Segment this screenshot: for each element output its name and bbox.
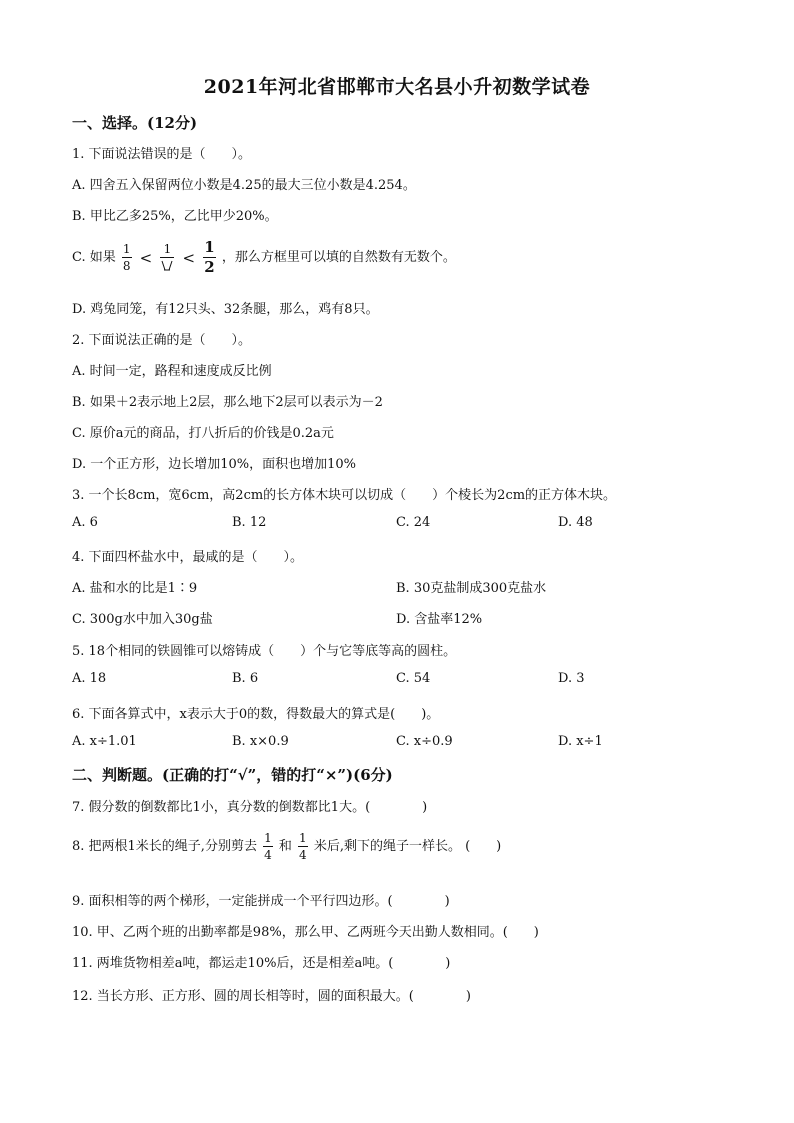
question-3-option-b: B. 12 <box>232 515 267 530</box>
question-3-option-a: A. 6 <box>72 515 98 530</box>
question-9: 9. 面积相等的两个梯形，一定能拼成一个平行四边形。( ) <box>72 894 450 909</box>
question-5-stem: 5. 18个相同的铁圆锥可以熔铸成（ ）个与它等底等高的圆柱。 <box>72 644 457 659</box>
question-6-option-c: C. x÷0.9 <box>396 734 453 749</box>
fraction-denominator: 2 <box>204 258 215 276</box>
less-than-sign: < <box>182 248 196 267</box>
fraction-numerator: 1 <box>204 238 215 256</box>
fraction-numerator: 1 <box>299 831 307 845</box>
question-2-option-d: D. 一个正方形，边长增加10%，面积也增加10% <box>72 457 357 472</box>
fraction-numerator: 1 <box>122 242 131 256</box>
question-5-option-c: C. 54 <box>396 671 431 686</box>
question-11: 11. 两堆货物相差a吨，都运走10%后，还是相差a吨。( ) <box>72 956 451 971</box>
question-3-option-d: D. 48 <box>558 515 593 530</box>
question-8 <box>72 832 501 861</box>
question-3-option-c: C. 24 <box>396 515 431 530</box>
question-5-option-b: B. 6 <box>232 671 259 686</box>
blank-box-icon <box>161 260 173 271</box>
fraction-denominator: 8 <box>122 259 131 273</box>
fraction-one-quarter <box>298 832 308 861</box>
fraction-one-half <box>203 240 215 275</box>
section-heading-true-false: 二、判断题。(正确的打“√”，错的打“×”)(6分) <box>72 766 393 784</box>
fraction-denominator: 4 <box>264 848 272 862</box>
question-4-option-b: B. 30克盐制成300克盐水 <box>396 581 547 596</box>
question-7: 7. 假分数的倒数都比1小，真分数的倒数都比1大。( ) <box>72 800 428 815</box>
question-2-stem: 2. 下面说法正确的是（ ）。 <box>72 333 252 348</box>
option-c-suffix: ，那么方框里可以填的自然数有无数个。 <box>221 250 456 265</box>
question-2-option-b: B. 如果＋2表示地上2层，那么地下2层可以表示为－2 <box>72 395 383 410</box>
fraction-one-over-box <box>160 243 174 273</box>
question-12: 12. 当长方形、正方形、圆的周长相等时，圆的面积最大。( ) <box>72 989 471 1004</box>
question-5-option-d: D. 3 <box>558 671 585 686</box>
page-title: 2021年河北省邯郸市大名县小升初数学试卷 <box>203 76 591 98</box>
fraction-numerator: 1 <box>160 243 174 258</box>
question-8-suffix: 米后,剩下的绳子一样长。 ( ) <box>313 839 502 854</box>
question-6-option-d: D. x÷1 <box>558 734 603 749</box>
question-6-option-b: B. x×0.9 <box>232 734 289 749</box>
question-3-stem: 3. 一个长8cm，宽6cm，高2cm的长方体木块可以切成（ ）个棱长为2cm的正方体木块。 <box>72 488 617 503</box>
question-4-option-c: C. 300g水中加入30g盐 <box>72 612 213 627</box>
question-8-prefix: 8. 把两根1米长的绳子,分别剪去 <box>72 839 257 854</box>
question-4-option-d: D. 含盐率12% <box>396 612 483 627</box>
option-c-prefix: C. 如果 <box>72 250 116 265</box>
question-2-option-c: C. 原价a元的商品，打八折后的价钱是0.2a元 <box>72 426 334 441</box>
section-heading-choice: 一、选择。(12分) <box>72 114 198 132</box>
question-4-option-a: A. 盐和水的比是1∶9 <box>72 581 198 596</box>
question-1-option-d: D. 鸡兔同笼，有12只头、32条腿，那么，鸡有8只。 <box>72 302 379 317</box>
less-than-sign: < <box>139 248 153 267</box>
question-8-mid: 和 <box>278 839 292 854</box>
question-1-option-c <box>72 240 456 275</box>
question-1-option-b: B. 甲比乙多25%，乙比甲少20%。 <box>72 209 278 224</box>
fraction-one-quarter <box>263 832 273 861</box>
fraction-denominator-box <box>160 258 174 273</box>
question-1-stem: 1. 下面说法错误的是（ ）。 <box>72 147 252 162</box>
fraction-denominator: 4 <box>299 848 307 862</box>
question-4-stem: 4. 下面四杯盐水中，最咸的是（ ）。 <box>72 550 304 565</box>
question-6-stem: 6. 下面各算式中，x表示大于0的数，得数最大的算式是( )。 <box>72 707 440 722</box>
fraction-one-eighth <box>122 243 132 272</box>
question-6-option-a: A. x÷1.01 <box>72 734 137 749</box>
question-2-option-a: A. 时间一定，路程和速度成反比例 <box>72 364 272 379</box>
question-10: 10. 甲、乙两个班的出勤率都是98%，那么甲、乙两班今天出勤人数相同。( ) <box>72 925 539 940</box>
question-1-option-a: A. 四舍五入保留两位小数是4.25的最大三位小数是4.254。 <box>72 178 416 193</box>
question-5-option-a: A. 18 <box>72 671 107 686</box>
fraction-numerator: 1 <box>264 831 272 845</box>
